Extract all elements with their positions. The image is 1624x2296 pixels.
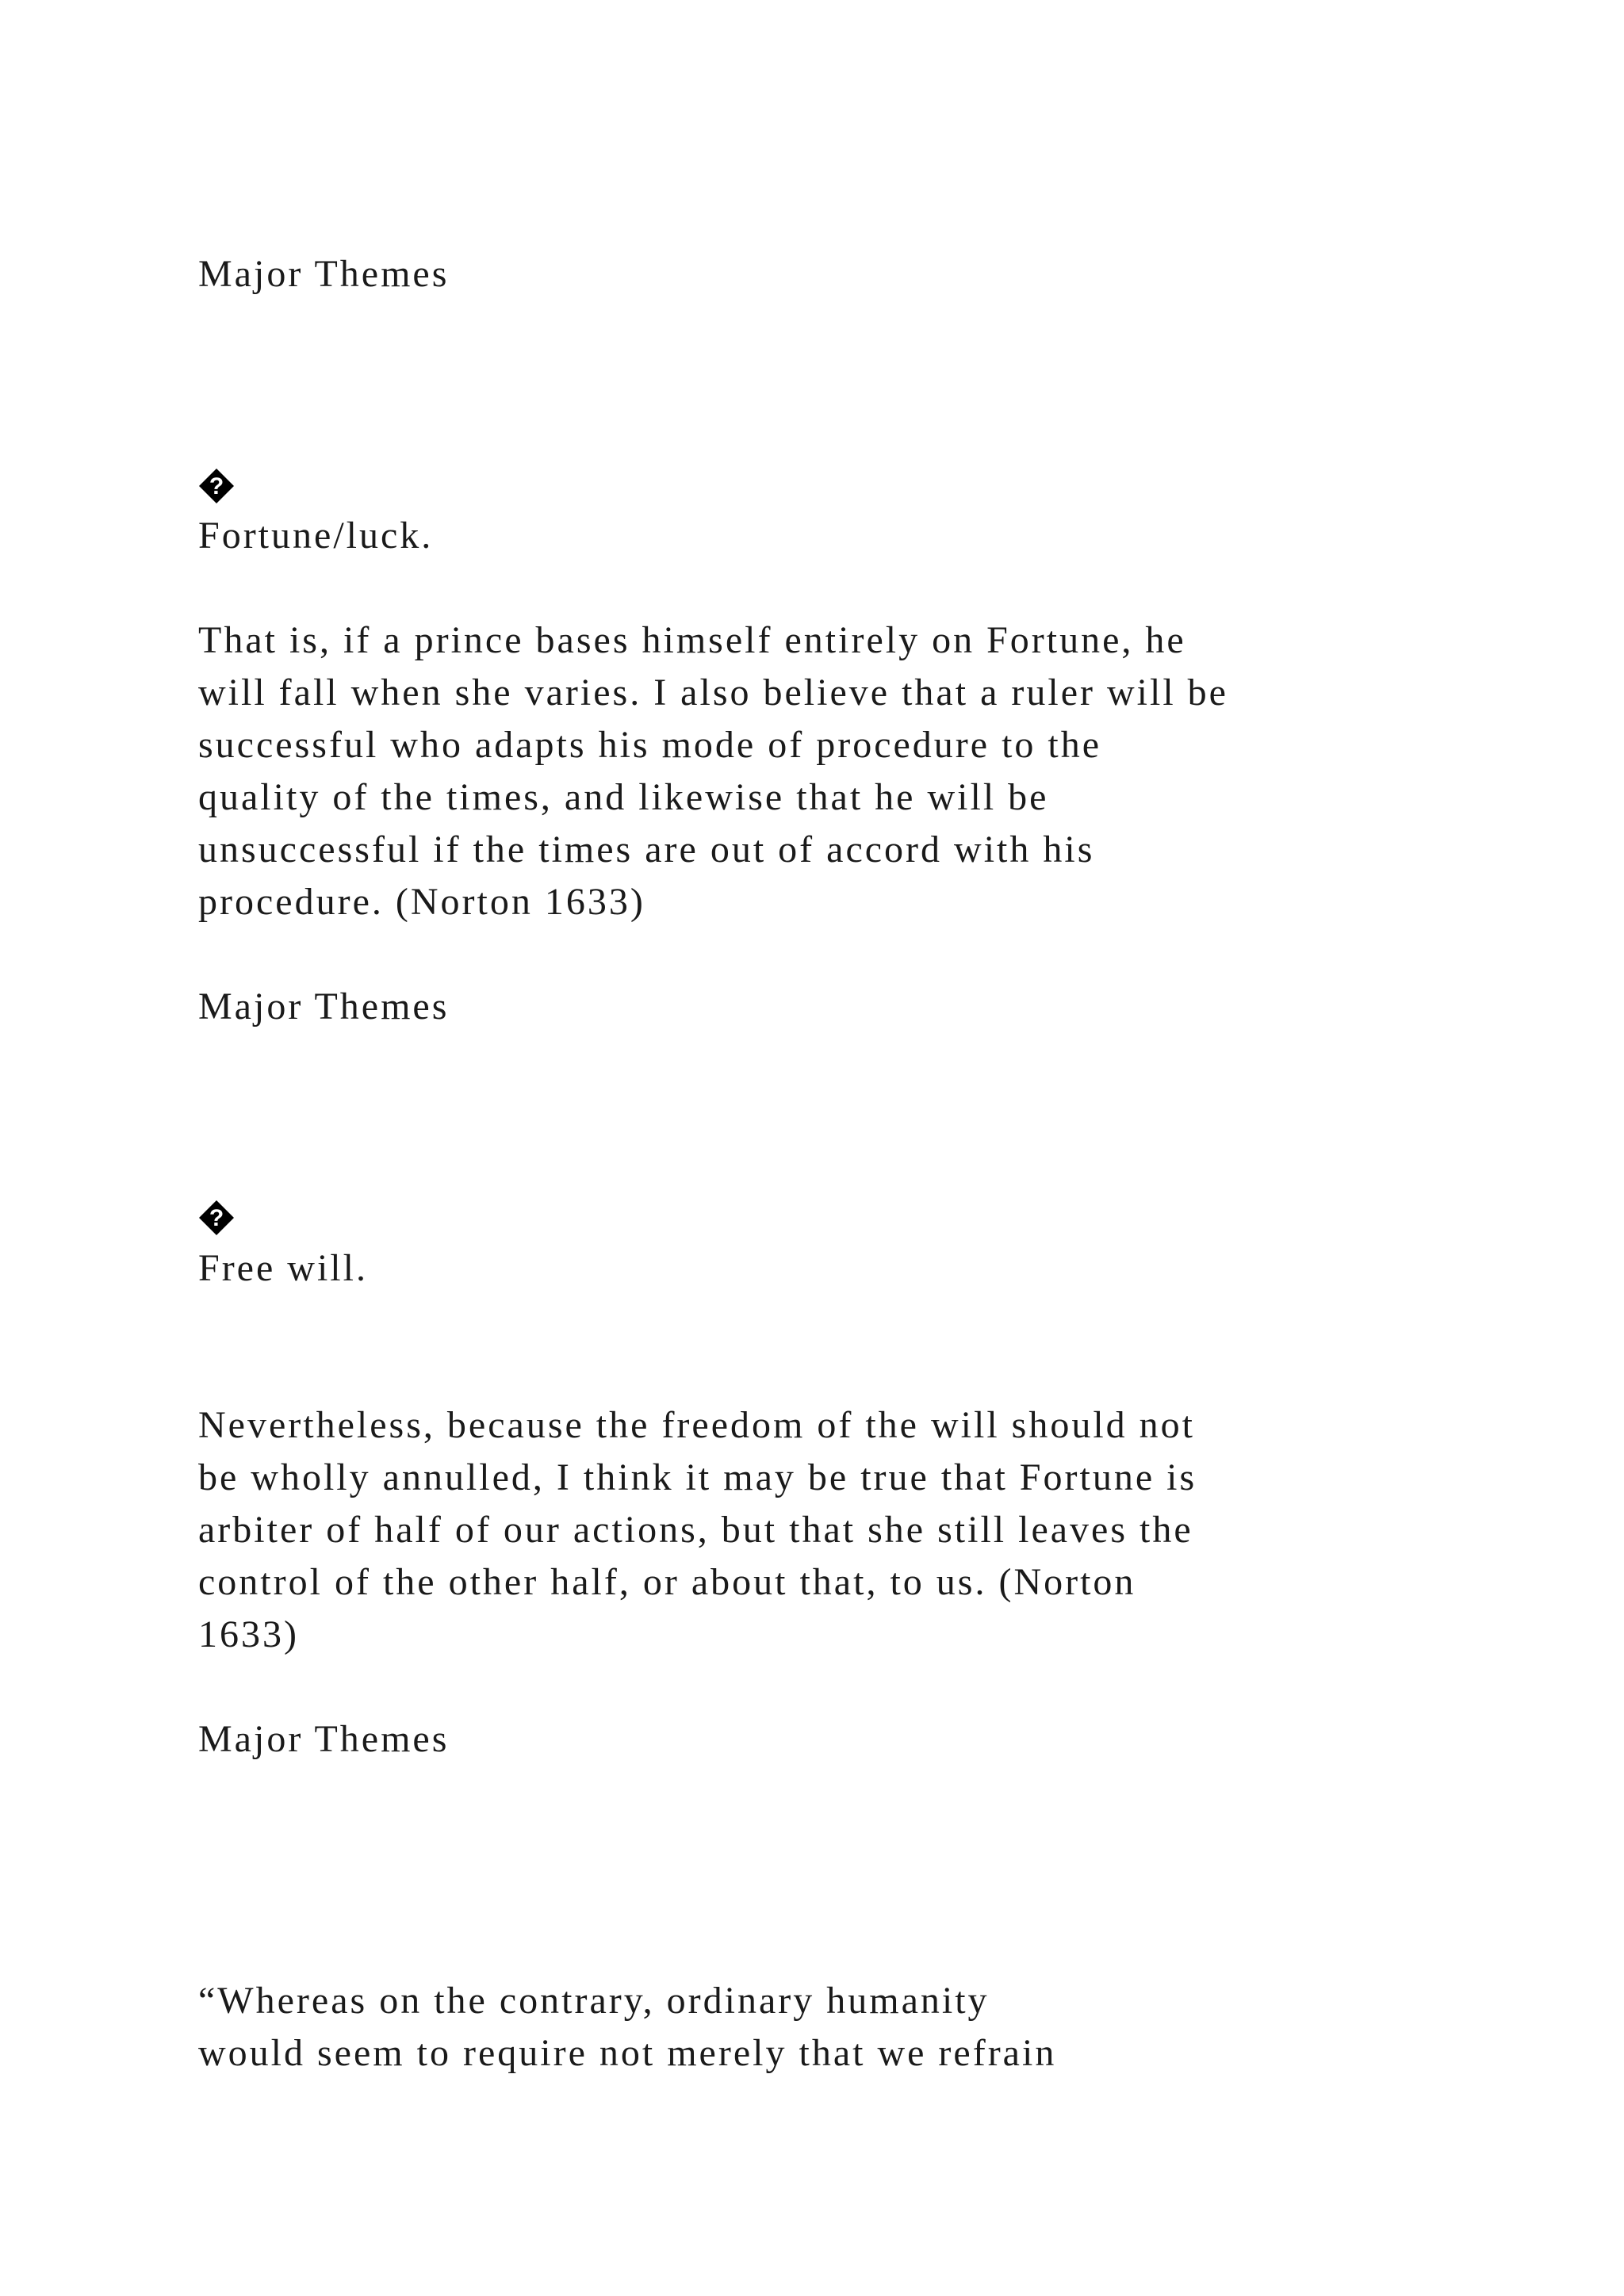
section-heading: Major Themes xyxy=(198,1718,450,1760)
section-heading: Major Themes xyxy=(198,985,450,1027)
quote-line: Nevertheless, because the freedom of the will should not xyxy=(198,1404,1195,1446)
section-heading: Major Themes xyxy=(198,253,450,295)
quote-line: successful who adapts his mode of procedure to the xyxy=(198,724,1102,766)
theme-item-fortune: Fortune/luck. xyxy=(198,515,434,557)
quote-line: be wholly annulled, I think it may be true that Fortune is xyxy=(198,1456,1197,1498)
quote-line: unsuccessful if the times are out of accord with his xyxy=(198,828,1095,871)
quote-line: will fall when she varies. I also believe that a ruler will be xyxy=(198,672,1228,714)
theme-item-free-will: Free will. xyxy=(198,1247,368,1289)
quote-line: That is, if a prince bases himself entirely on Fortune, he xyxy=(198,619,1186,661)
quote-line: control of the other half, or about that, to us. (Norton xyxy=(198,1561,1136,1603)
replacement-character-icon xyxy=(198,468,235,504)
svg-text:?: ? xyxy=(209,1205,224,1231)
quote-line: quality of the times, and likewise that he will be xyxy=(198,776,1049,818)
quote-line: procedure. (Norton 1633) xyxy=(198,881,645,923)
svg-text:?: ? xyxy=(209,473,224,499)
quote-line: “Whereas on the contrary, ordinary humanity xyxy=(198,1980,990,2022)
quote-line: arbiter of half of our actions, but that she still leaves the xyxy=(198,1509,1193,1551)
replacement-character-icon xyxy=(198,1200,235,1236)
quote-line: 1633) xyxy=(198,1613,299,1655)
quote-line: would seem to require not merely that we refrain xyxy=(198,2032,1057,2074)
